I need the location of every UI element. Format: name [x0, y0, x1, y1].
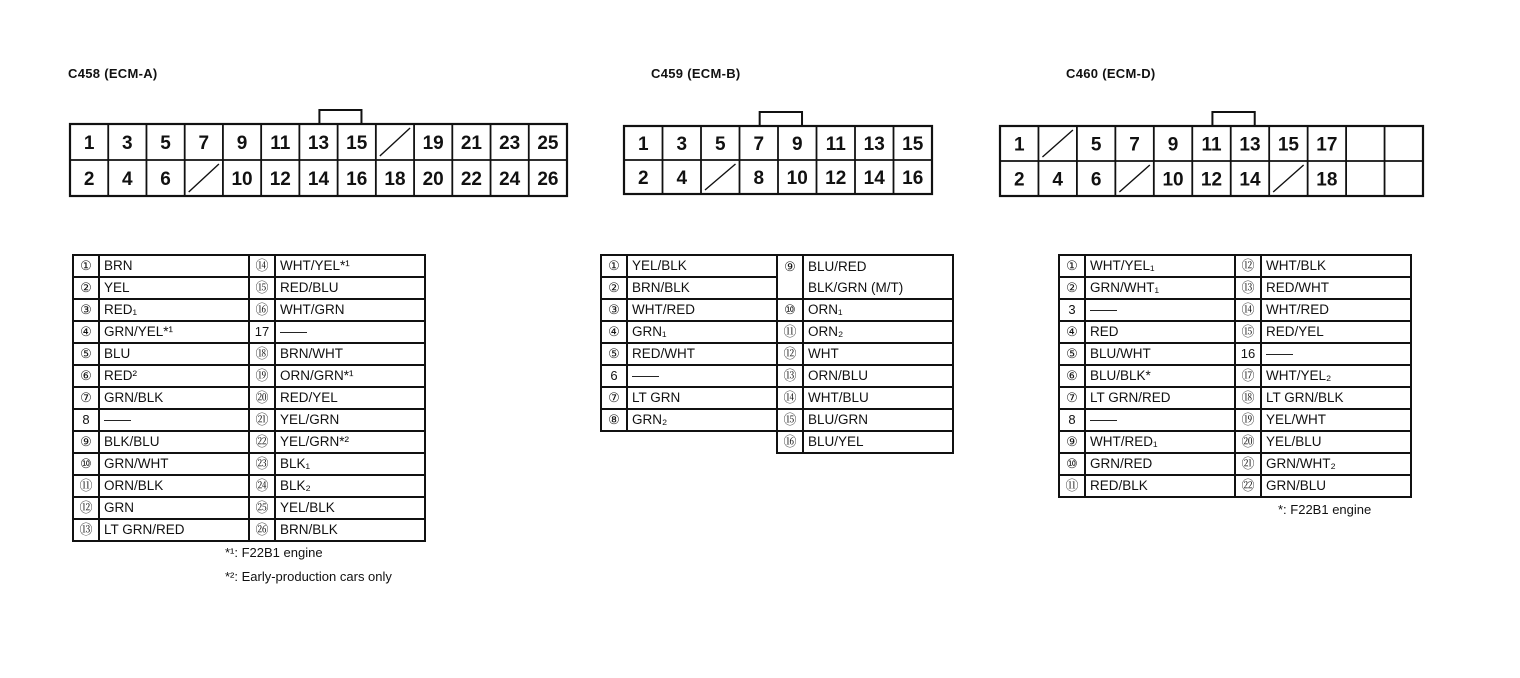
wire-color-cell: RED/WHT	[627, 343, 777, 365]
pin-cell: ⑭	[777, 387, 803, 409]
pin-number: 14	[863, 168, 885, 189]
wire-color-cell: WHT	[803, 343, 953, 365]
wire-table-c460	[1058, 254, 1412, 498]
pin-number: 15	[1277, 134, 1299, 156]
pin-cell: ①	[601, 255, 627, 277]
pin-cell: ⑱	[249, 343, 275, 365]
footnote-3: *: F22B1 engine	[1278, 502, 1372, 517]
table-row	[73, 365, 425, 387]
wire-color-cell: ——	[1085, 409, 1235, 431]
connector-lock-tab	[319, 110, 361, 124]
pin-cell: 3	[1059, 299, 1085, 321]
pin-cell: ⑳	[1235, 431, 1261, 453]
pin-cell: ⑨	[777, 255, 803, 277]
table-row	[73, 255, 425, 277]
wire-color-cell: BLU/BLK*	[1085, 365, 1235, 387]
pin-cell: ㉑	[249, 409, 275, 431]
pin-number: 9	[236, 133, 248, 154]
table-row	[73, 321, 425, 343]
pin-cell: ㉕	[249, 497, 275, 519]
wire-color-cell: ——	[1261, 343, 1411, 365]
pin-cell: ⑪	[777, 321, 803, 343]
wire-color-cell: ORN₂	[803, 321, 953, 343]
pin-cell: ⑳	[249, 387, 275, 409]
table-row	[601, 387, 953, 409]
pin-cell: ④	[601, 321, 627, 343]
wire-color-cell: YEL/BLK	[627, 255, 777, 277]
table-row	[1059, 409, 1411, 431]
pin-cell: ⑬	[73, 519, 99, 541]
pin-number: 21	[460, 133, 482, 154]
wire-color-cell: RED/BLK	[1085, 475, 1235, 497]
wire-color-cell: RED/YEL	[1261, 321, 1411, 343]
wire-color-cell: GRN/WHT₂	[1261, 453, 1411, 475]
pin-cell: ⑦	[73, 387, 99, 409]
wire-color-cell: BRN/BLK	[627, 277, 777, 299]
pin-cell	[601, 431, 627, 453]
connector-face-c460	[999, 112, 1424, 202]
pin-cell: ㉒	[249, 431, 275, 453]
pin-cell: 8	[73, 409, 99, 431]
pin-cell: 6	[601, 365, 627, 387]
pin-number: 6	[1090, 169, 1102, 191]
pin-number: 3	[122, 133, 133, 154]
pin-cell: ⑮	[1235, 321, 1261, 343]
pin-number: 2	[1013, 169, 1025, 191]
pin-cell: 17	[249, 321, 275, 343]
table-row	[601, 343, 953, 365]
connector-lock-tab	[760, 112, 802, 126]
wire-color-cell: GRN/RED	[1085, 453, 1235, 475]
table-row	[73, 497, 425, 519]
table-row	[73, 299, 425, 321]
wire-table-c458	[72, 254, 426, 542]
pin-number: 3	[676, 134, 688, 155]
table-row	[601, 365, 953, 387]
pin-number: 6	[160, 169, 171, 190]
pin-cell: ①	[73, 255, 99, 277]
pin-number: 1	[637, 134, 649, 155]
wire-color-cell: ORN/BLK	[99, 475, 249, 497]
pin-cell: ㉖	[249, 519, 275, 541]
wire-color-cell: BLU/GRN	[803, 409, 953, 431]
wire-color-cell: WHT/RED	[1261, 299, 1411, 321]
pin-cell: ⑯	[777, 431, 803, 453]
pin-cell: ㉒	[1235, 475, 1261, 497]
wire-color-cell: BLU/WHT	[1085, 343, 1235, 365]
wire-color-cell: WHT/YEL₂	[1261, 365, 1411, 387]
pin-cell: ⑫	[73, 497, 99, 519]
wire-color-cell: WHT/BLU	[803, 387, 953, 409]
pin-cell: ㉔	[249, 475, 275, 497]
table-row	[73, 343, 425, 365]
pin-number: 13	[1239, 134, 1261, 156]
wire-color-cell: ORN₁	[803, 299, 953, 321]
pin-cell: ⑫	[777, 343, 803, 365]
wire-color-cell: ——	[1085, 299, 1235, 321]
pin-number: 4	[122, 169, 133, 190]
pin-number: 5	[1090, 134, 1102, 156]
pin-number: 1	[83, 133, 95, 154]
table-row	[601, 431, 953, 453]
pin-cell: ②	[1059, 277, 1085, 299]
pin-number: 5	[714, 134, 726, 155]
pin-cell: ⑧	[601, 409, 627, 431]
pin-cell: ⑫	[1235, 255, 1261, 277]
wire-color-cell: YEL/GRN*²	[275, 431, 425, 453]
wire-color-cell: WHT/YEL₁	[1085, 255, 1235, 277]
pin-cell: ⑪	[73, 475, 99, 497]
wire-color-cell: YEL/WHT	[1261, 409, 1411, 431]
table-row	[601, 277, 953, 299]
pin-number: 12	[269, 169, 291, 190]
wire-color-cell: GRN/YEL*¹	[99, 321, 249, 343]
wire-color-cell: BRN	[99, 255, 249, 277]
table-row	[73, 475, 425, 497]
table-row	[601, 321, 953, 343]
pin-cell: ⑤	[73, 343, 99, 365]
pin-number: 12	[1200, 169, 1223, 191]
table-row	[601, 299, 953, 321]
pin-cell: ③	[73, 299, 99, 321]
pin-number: 19	[422, 133, 444, 154]
wire-color-cell: GRN/WHT	[99, 453, 249, 475]
connector-title-c460: C460 (ECM-D)	[1066, 66, 1156, 81]
pin-number: 7	[1129, 134, 1140, 156]
table-row	[1059, 365, 1411, 387]
connector-face-c459	[623, 112, 935, 200]
pin-number: 16	[346, 169, 368, 190]
pin-number: 20	[422, 169, 444, 190]
wire-color-cell: YEL/GRN	[275, 409, 425, 431]
wire-color-cell: GRN/WHT₁	[1085, 277, 1235, 299]
pin-number: 2	[83, 169, 95, 190]
table-row	[1059, 343, 1411, 365]
wire-color-cell: BLU/YEL	[803, 431, 953, 453]
pin-cell: ⑩	[1059, 453, 1085, 475]
table-row	[73, 387, 425, 409]
pin-cell: ④	[1059, 321, 1085, 343]
wire-color-cell: GRN₁	[627, 321, 777, 343]
wire-color-cell: ——	[627, 365, 777, 387]
wire-color-cell: BRN/BLK	[275, 519, 425, 541]
wire-color-cell: BLK₂	[275, 475, 425, 497]
pin-number: 14	[307, 169, 330, 190]
wire-color-cell: LT GRN/BLK	[1261, 387, 1411, 409]
pin-cell: ⑰	[1235, 365, 1261, 387]
pin-cell: ⑦	[601, 387, 627, 409]
pin-cell: ㉓	[249, 453, 275, 475]
wire-color-cell: BLK/BLU	[99, 431, 249, 453]
connector-title-c458: C458 (ECM-A)	[68, 66, 158, 81]
pin-number: 18	[1316, 169, 1338, 191]
pin-number: 24	[499, 169, 521, 190]
pin-number: 11	[1201, 134, 1222, 156]
pin-number: 1	[1013, 134, 1025, 156]
table-row	[1059, 387, 1411, 409]
wire-color-cell: RED₁	[99, 299, 249, 321]
footnote-2: *²: Early-production cars only	[225, 569, 392, 584]
pin-cell: ⑤	[601, 343, 627, 365]
wire-color-cell: WHT/YEL*¹	[275, 255, 425, 277]
pin-cell: ⑩	[777, 299, 803, 321]
pin-cell: ⑬	[1235, 277, 1261, 299]
pin-cell: ⑱	[1235, 387, 1261, 409]
wire-color-cell: ——	[99, 409, 249, 431]
wire-color-cell: ORN/GRN*¹	[275, 365, 425, 387]
pin-number: 26	[537, 169, 559, 190]
pin-number: 25	[537, 133, 559, 154]
pin-cell: 16	[1235, 343, 1261, 365]
wire-color-cell: LT GRN/RED	[99, 519, 249, 541]
table-row	[1059, 475, 1411, 497]
wire-color-cell: YEL/BLU	[1261, 431, 1411, 453]
wire-color-cell: BLU	[99, 343, 249, 365]
pin-number: 17	[1316, 134, 1338, 156]
pin-cell: 8	[1059, 409, 1085, 431]
wire-color-cell: RED/WHT	[1261, 277, 1411, 299]
wire-color-cell: ——	[275, 321, 425, 343]
wire-color-cell: WHT/RED	[627, 299, 777, 321]
pin-number: 22	[460, 169, 482, 190]
pin-number: 13	[863, 134, 885, 155]
pin-number: 11	[270, 133, 291, 154]
pin-number: 12	[825, 168, 847, 189]
pin-cell: ⑤	[1059, 343, 1085, 365]
table-row	[1059, 431, 1411, 453]
pin-number: 10	[231, 169, 253, 190]
pin-cell: ⑦	[1059, 387, 1085, 409]
pin-number: 9	[791, 134, 803, 155]
wire-color-cell: YEL	[99, 277, 249, 299]
wire-color-cell: RED/YEL	[275, 387, 425, 409]
pin-cell: ⑨	[1059, 431, 1085, 453]
wire-color-cell: BLU/RED	[803, 255, 953, 277]
wire-color-cell: WHT/GRN	[275, 299, 425, 321]
wire-color-cell: GRN/BLU	[1261, 475, 1411, 497]
pin-number: 16	[902, 168, 924, 189]
pin-cell: ⑮	[249, 277, 275, 299]
pin-cell: ⑭	[249, 255, 275, 277]
pin-number: 13	[307, 133, 330, 154]
wire-table-c459	[600, 254, 954, 454]
table-row	[1059, 255, 1411, 277]
pin-cell: ⑲	[249, 365, 275, 387]
connector-title-c459: C459 (ECM-B)	[651, 66, 741, 81]
pin-cell: ⑯	[249, 299, 275, 321]
table-row	[73, 431, 425, 453]
pin-number: 7	[753, 134, 765, 155]
wire-color-cell: WHT/RED₁	[1085, 431, 1235, 453]
wire-color-cell: ORN/BLU	[803, 365, 953, 387]
pin-cell	[777, 277, 803, 299]
pin-number: 10	[1162, 169, 1184, 191]
table-row	[601, 255, 953, 277]
table-row	[1059, 321, 1411, 343]
pin-cell: ⑲	[1235, 409, 1261, 431]
pin-number: 10	[786, 168, 808, 189]
pin-number: 15	[902, 134, 924, 155]
pin-cell: ②	[73, 277, 99, 299]
wire-color-cell: LT GRN	[627, 387, 777, 409]
wire-color-cell: RED	[1085, 321, 1235, 343]
pin-number: 15	[346, 133, 368, 154]
pin-number: 23	[499, 133, 521, 154]
table-row	[73, 409, 425, 431]
wire-color-cell: GRN/BLK	[99, 387, 249, 409]
pin-cell: ㉑	[1235, 453, 1261, 475]
table-row	[73, 453, 425, 475]
pin-number: 7	[198, 133, 210, 154]
pin-number: 8	[753, 168, 765, 189]
pin-cell: ⑨	[73, 431, 99, 453]
pin-cell: ⑥	[73, 365, 99, 387]
wire-color-cell	[627, 431, 777, 453]
table-row	[1059, 453, 1411, 475]
wire-color-cell: BLK₁	[275, 453, 425, 475]
pin-number: 9	[1167, 134, 1179, 156]
pin-number: 18	[384, 169, 406, 190]
wire-color-cell: GRN	[99, 497, 249, 519]
pin-cell: ①	[1059, 255, 1085, 277]
connector-face-c458	[69, 110, 569, 200]
wire-color-cell: LT GRN/RED	[1085, 387, 1235, 409]
wire-color-cell: GRN₂	[627, 409, 777, 431]
pin-number: 5	[160, 133, 171, 154]
table-row	[601, 409, 953, 431]
table-row	[73, 277, 425, 299]
pin-cell: ②	[601, 277, 627, 299]
table-row	[1059, 299, 1411, 321]
wire-color-cell: RED/BLU	[275, 277, 425, 299]
pin-cell: ⑪	[1059, 475, 1085, 497]
pin-number: 4	[1052, 169, 1063, 191]
pin-cell: ⑥	[1059, 365, 1085, 387]
pin-number: 4	[676, 168, 688, 189]
wire-color-cell: BLK/GRN (M/T)	[803, 277, 953, 299]
pin-number: 14	[1239, 169, 1261, 191]
pin-cell: ⑬	[777, 365, 803, 387]
pin-cell: ⑭	[1235, 299, 1261, 321]
wire-color-cell: YEL/BLK	[275, 497, 425, 519]
table-row	[73, 519, 425, 541]
pin-cell: ⑩	[73, 453, 99, 475]
wire-color-cell: WHT/BLK	[1261, 255, 1411, 277]
pin-cell: ④	[73, 321, 99, 343]
wire-color-cell: RED²	[99, 365, 249, 387]
wire-color-cell: BRN/WHT	[275, 343, 425, 365]
pin-number: 11	[825, 134, 846, 155]
table-row	[1059, 277, 1411, 299]
pin-cell: ③	[601, 299, 627, 321]
footnote-1: *¹: F22B1 engine	[225, 545, 323, 560]
pin-cell: ⑮	[777, 409, 803, 431]
connector-lock-tab	[1212, 112, 1254, 126]
pin-number: 2	[637, 168, 649, 189]
